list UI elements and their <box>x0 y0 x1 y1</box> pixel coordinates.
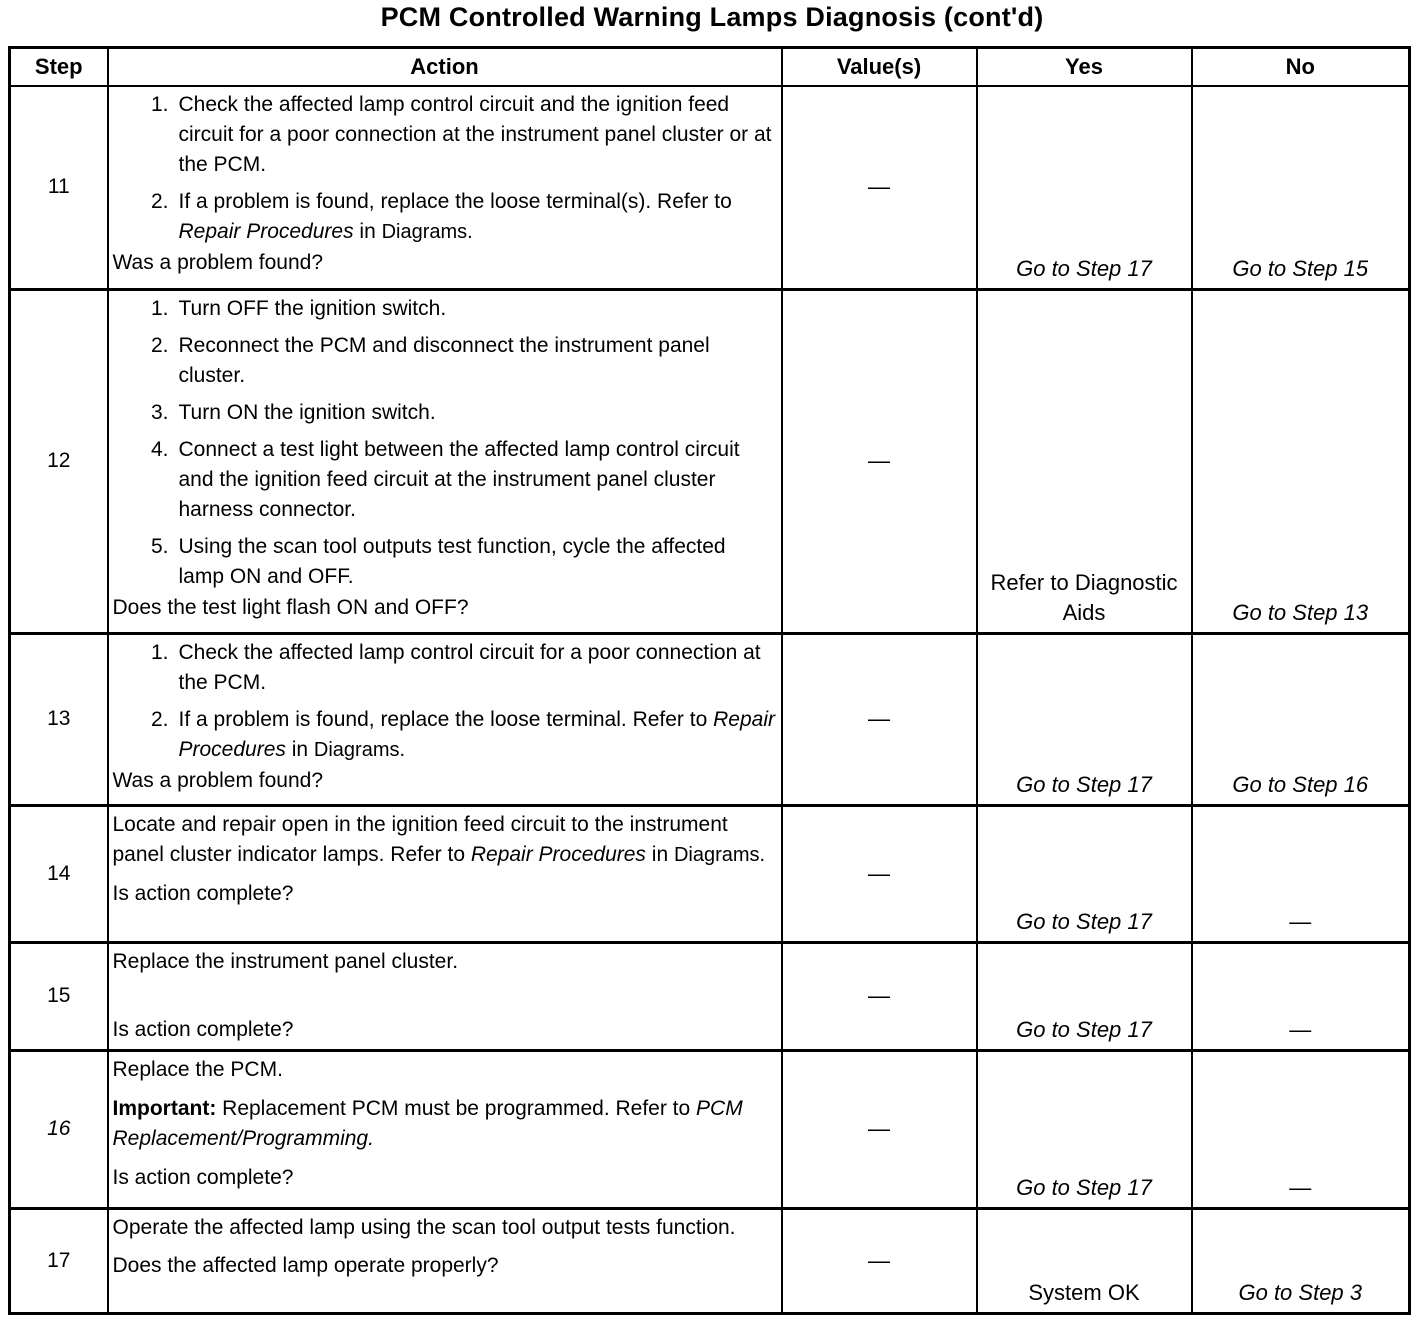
diagnosis-table <box>8 46 1411 1315</box>
header-action: Action <box>108 48 782 87</box>
action-text: Locate and repair open in the ignition feed circuit to the instrument panel cluster indicator lamps. Refer to Repair Procedures in Diagrams. <box>112 812 766 866</box>
header-step: Step <box>10 48 108 87</box>
no-cell: Go to Step 3 <box>1192 1208 1410 1313</box>
value-cell: — <box>782 289 977 633</box>
action-item: 2. Reconnect the PCM and disconnect the instrument panel cluster. <box>150 333 710 387</box>
value-cell: — <box>782 633 977 805</box>
header-row <box>10 48 1410 87</box>
table-row <box>10 86 1410 289</box>
yes-cell: Go to Step 17 <box>977 86 1192 289</box>
action-question: Is action complete? <box>112 881 294 905</box>
table-row <box>10 289 1410 633</box>
yes-cell: System OK <box>977 1208 1192 1313</box>
no-cell: — <box>1192 805 1410 942</box>
table-row <box>10 1050 1410 1208</box>
action-text: Replace the instrument panel cluster. <box>112 949 459 973</box>
value-cell: — <box>782 1208 977 1313</box>
table-row <box>10 942 1410 1050</box>
action-cell <box>108 805 782 942</box>
action-item: 1. Turn OFF the ignition switch. <box>150 296 447 320</box>
action-question: Does the test light flash ON and OFF? <box>112 595 469 619</box>
yes-cell: Go to Step 17 <box>977 633 1192 805</box>
value-cell: — <box>782 805 977 942</box>
action-question: Was a problem found? <box>112 251 324 274</box>
action-question: Is action complete? <box>112 1165 294 1189</box>
yes-cell: Go to Step 17 <box>977 1050 1192 1208</box>
action-cell <box>108 1050 782 1208</box>
action-question: Is action complete? <box>112 1017 294 1041</box>
value-cell: — <box>782 942 977 1050</box>
table-row <box>10 633 1410 805</box>
no-cell: — <box>1192 1050 1410 1208</box>
action-item: 2. If a problem is found, replace the loose terminal(s). Refer to Repair Procedures in Diagrams. <box>150 190 732 243</box>
no-cell: Go to Step 16 <box>1192 633 1410 805</box>
action-item: 4. Connect a test light between the affected lamp control circuit and the ignition feed circuit at the instrument panel cluster harness connector. <box>150 437 740 521</box>
table-row <box>10 1208 1410 1313</box>
header-no: No <box>1192 48 1410 87</box>
action-cell <box>108 1208 782 1313</box>
no-cell: Go to Step 15 <box>1192 86 1410 289</box>
page-title: PCM Controlled Warning Lamps Diagnosis (cont'd) <box>380 2 1044 32</box>
step-number: 11 <box>10 86 108 289</box>
important-note: Important: Replacement PCM must be programmed. Refer to PCM Replacement/Programming. <box>112 1096 743 1150</box>
step-number: 15 <box>10 942 108 1050</box>
step-number: 16 <box>10 1050 108 1208</box>
header-yes: Yes <box>977 48 1192 87</box>
action-item: 1. Check the affected lamp control circuit for a poor connection at the PCM. <box>150 640 761 694</box>
action-text: Operate the affected lamp using the scan tool output tests function. <box>112 1215 736 1239</box>
action-cell <box>108 289 782 633</box>
action-item: 1. Check the affected lamp control circuit and the ignition feed circuit for a poor connection at the instrument panel cluster or at the PCM. <box>150 93 772 176</box>
action-text: Replace the PCM. <box>112 1057 283 1081</box>
action-question: Was a problem found? <box>112 768 324 792</box>
value-cell: — <box>782 1050 977 1208</box>
no-cell: Go to Step 13 <box>1192 289 1410 633</box>
action-cell <box>108 86 782 289</box>
value-cell: — <box>782 86 977 289</box>
yes-cell: Refer to Diagnostic Aids <box>977 289 1192 633</box>
yes-cell: Go to Step 17 <box>977 805 1192 942</box>
step-number: 12 <box>10 289 108 633</box>
action-cell <box>108 942 782 1050</box>
no-cell: — <box>1192 942 1410 1050</box>
header-values: Value(s) <box>782 48 977 87</box>
step-number: 13 <box>10 633 108 805</box>
action-item: 5. Using the scan tool outputs test function, cycle the affected lamp ON and OFF. <box>150 534 726 588</box>
table-row <box>10 805 1410 942</box>
yes-cell: Go to Step 17 <box>977 942 1192 1050</box>
step-number: 17 <box>10 1208 108 1313</box>
action-item: 2. If a problem is found, replace the loose terminal. Refer to Repair Procedures in Diagrams. <box>150 707 775 761</box>
action-item: 3. Turn ON the ignition switch. <box>150 400 436 424</box>
action-cell <box>108 633 782 805</box>
action-question: Does the affected lamp operate properly? <box>112 1253 499 1277</box>
step-number: 14 <box>10 805 108 942</box>
